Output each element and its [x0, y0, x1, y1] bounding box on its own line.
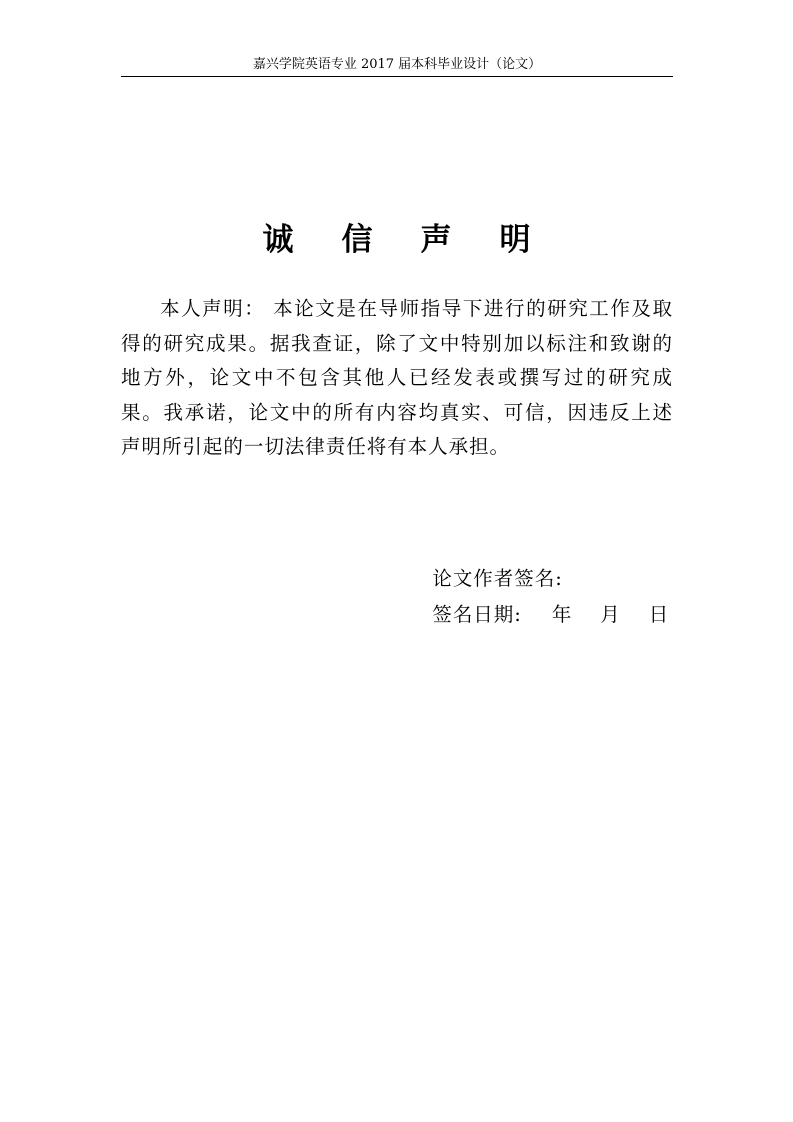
running-header: [121, 58, 673, 77]
page-title: 诚 信 声 明: [262, 222, 550, 258]
date-month-unit: 月: [600, 603, 621, 626]
running-header-title: 嘉兴学院英语专业 2017 届本科毕业设计（论文）: [252, 57, 542, 72]
signature-date-label: 签名日期:: [432, 603, 522, 626]
date-day-unit: 日: [648, 603, 670, 626]
declaration-paragraph: 本人声明： 本论文是在导师指导下进行的研究工作及取得的研究成果。据我查证，除了文中特别加以标注和致谢的地方外，论文中不包含其他人已经发表或撰写过的研究成果。我承诺，论文中的所有内容均真实、可信，因违反上述声明所引起的一切法律责任将有本人承担。: [121, 297, 673, 458]
date-year-unit: 年: [551, 603, 573, 626]
author-signature-label: 论文作者签名:: [432, 567, 563, 590]
signature-date-line: [418, 573, 669, 629]
